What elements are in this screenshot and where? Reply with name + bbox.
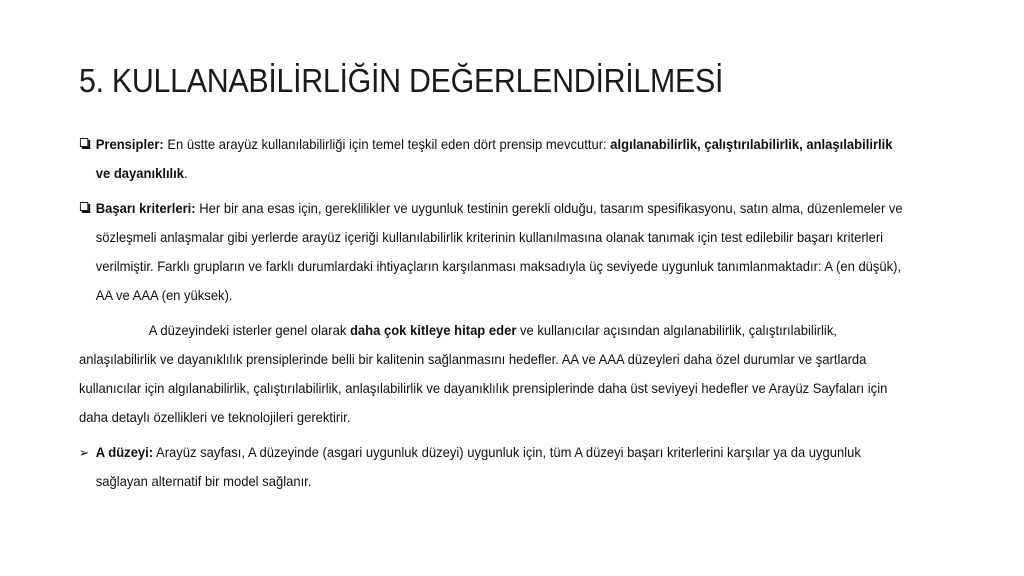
item-text: Arayüz sayfası, A düzeyinde (asgari uygunluk düzeyi) uygunluk için, tüm A düzeyi başarı kriterlerini karşılar ya da uygunluk sağlayan alternatif bir model sağlanır. — [95, 444, 861, 489]
item-end: . — [184, 165, 188, 181]
item-label: A düzeyi: — [95, 444, 154, 460]
checkbox-bullet-icon — [80, 202, 88, 211]
para-text-pre: A düzeyindeki isterler genel olarak — [148, 322, 350, 338]
para-bold-text: daha çok kitleye hitap eder — [349, 322, 517, 338]
body-paragraph — [79, 316, 907, 432]
arrow-bullet-icon: ➢ — [79, 445, 90, 460]
item-text: Her bir ana esas için, gereklilikler ve uygunluk testinin gerekli olduğu, tasarım spesifikasyonu, satın alma, düzenlemeler ve sözleşmeli anlaşmalar gibi yerlerde arayüz içeriği kullanılabilirlik kriterinin kullanılmasına olanak tanımak için test edilebilir başarı kriterleri verilmiştir. Farklı grupların ve farklı durumlardaki ihtiyaçların karşılanması maksadıyla üç seviyede uygunluk tanımlanmaktadır: A (en düşük), AA ve AAA (en yüksek). — [95, 200, 903, 303]
checkbox-bullet-icon — [80, 138, 88, 147]
item-bold-text: algılanabilirlik, çalıştırılabilirlik, anlaşılabilirlik ve dayanıklılık — [95, 136, 893, 181]
item-text: En üstte arayüz kullanılabilirliği için temel teşkil eden dört prensip mevcuttur: — [163, 136, 611, 152]
list-item-prensipler — [79, 130, 907, 188]
list-item-a-duzeyi — [79, 438, 907, 496]
item-label: Prensipler: — [95, 136, 164, 152]
para-text-post: ve kullanıcılar açısından algılanabilirlik, çalıştırılabilirlik, anlaşılabilirlik ve dayanıklılık prensiplerinde belli bir kalitenin sağlanmasını hedefler. AA ve AAA düzeyleri daha özel durumlar ve şartlarda kullanıcılar için algılanabilirlik, çalıştırılabilirlik, anlaşılabilirlik ve dayanıklılık prensiplerinde daha üst seviyeyi hedefler ve Arayüz Sayfaları için daha detaylı özellikleri ve teknolojileri gerektirir. — [79, 322, 888, 425]
content-body — [79, 130, 907, 502]
list-item-basari-kriterleri — [79, 194, 907, 310]
page-title: 5. KULLANABİLİRLİĞİN DEĞERLENDİRİLMESİ — [79, 62, 724, 99]
item-label: Başarı kriterleri: — [95, 200, 196, 216]
